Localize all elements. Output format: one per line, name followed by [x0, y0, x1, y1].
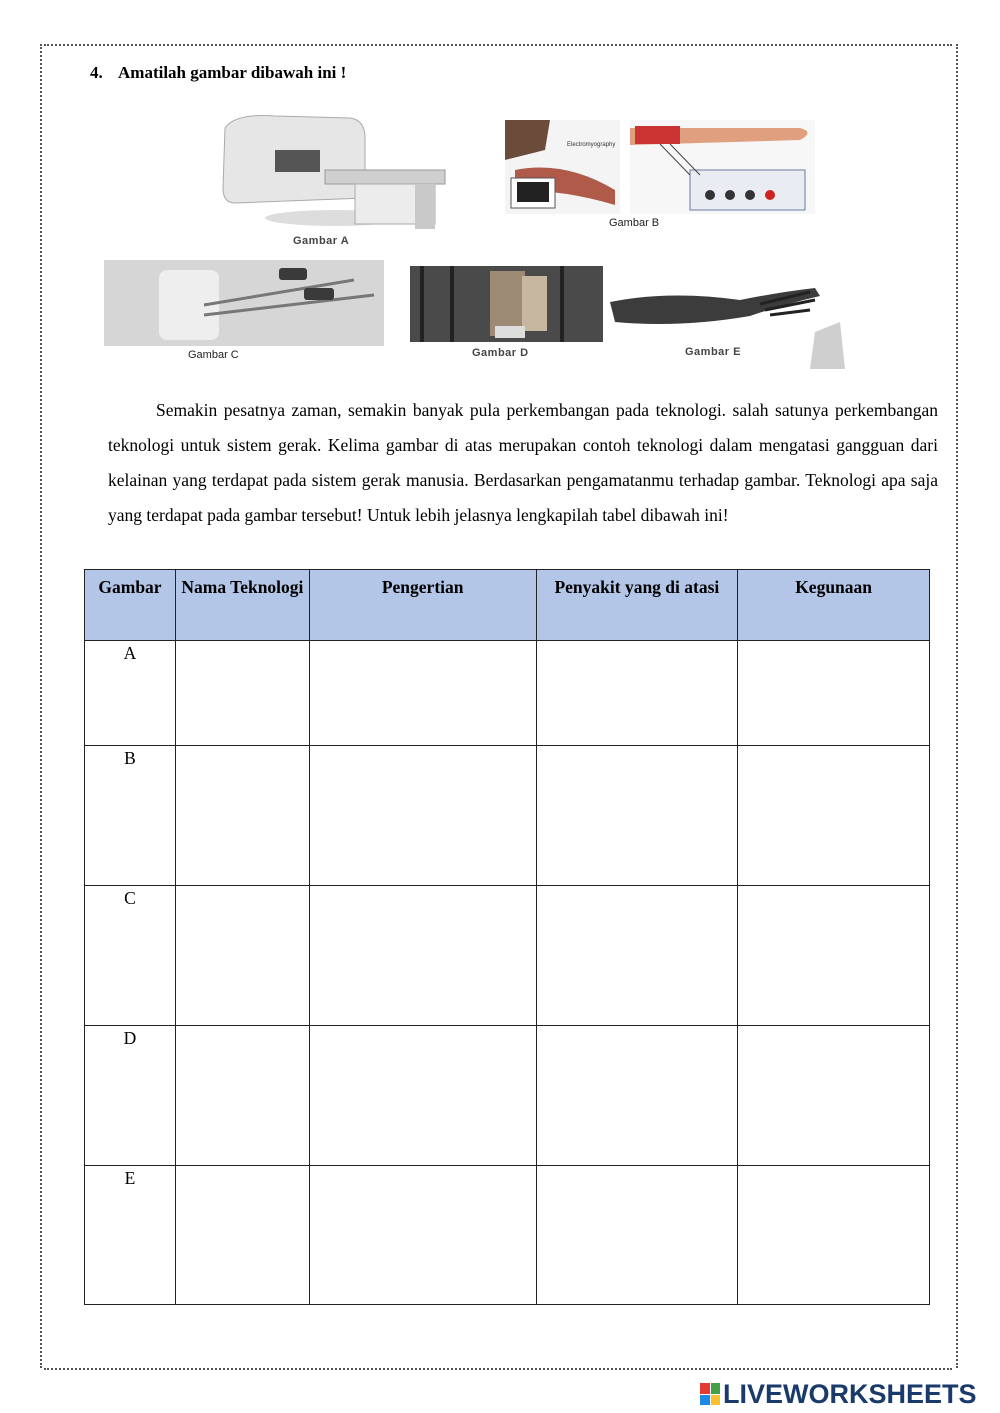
table-header-row: [85, 570, 930, 641]
image-b-electromyography-1: [505, 120, 620, 214]
image-c-spine-instruments: [104, 260, 384, 346]
row-label: E: [85, 1166, 176, 1305]
table-row: [85, 1166, 930, 1305]
answer-cell-nama[interactable]: [175, 1026, 309, 1166]
answer-cell-kegunaan[interactable]: [738, 641, 930, 746]
answer-cell-pengertian[interactable]: [309, 1166, 536, 1305]
answer-cell-kegunaan[interactable]: [738, 886, 930, 1026]
answer-table: [84, 569, 930, 1305]
answer-cell-kegunaan[interactable]: [738, 1166, 930, 1305]
question-text: Amatilah gambar dibawah ini !: [118, 63, 347, 82]
answer-cell-penyakit[interactable]: [536, 886, 738, 1026]
paragraph-text: Semakin pesatnya zaman, semakin banyak pula perkembangan pada teknologi. salah satunya perkembangan teknologi untuk sistem gerak. Kelima gambar di atas merupakan contoh teknologi dalam mengatasi gangguan dari kelainan yang terdapat pada sistem gerak manusia. Berdasarkan pengamatanmu terhadap gambar. Teknologi apa saja yang terdapat pada gambar tersebut! Untuk lebih jelasnya lengkapilah tabel dibawah ini!: [108, 400, 938, 525]
header-pengertian: Pengertian: [309, 570, 536, 641]
image-d-exoskeleton: [410, 266, 603, 342]
question-number: 4.: [90, 63, 103, 82]
answer-cell-nama[interactable]: [175, 641, 309, 746]
dotted-border-right: [956, 44, 958, 1368]
header-kegunaan: Kegunaan: [738, 570, 930, 641]
table-row: [85, 641, 930, 746]
logo-text: LIVEWORKSHEETS: [723, 1378, 977, 1409]
instruction-paragraph: [108, 393, 938, 533]
answer-cell-penyakit[interactable]: [536, 1166, 738, 1305]
answer-cell-pengertian[interactable]: [309, 746, 536, 886]
header-nama-teknologi: Nama Teknologi: [175, 570, 309, 641]
table-row: [85, 1026, 930, 1166]
row-label: A: [85, 641, 176, 746]
answer-cell-pengertian[interactable]: [309, 641, 536, 746]
answer-cell-nama[interactable]: [175, 746, 309, 886]
image-b-electromyography-2: [630, 120, 815, 214]
caption-gambar-a: Gambar A: [293, 235, 350, 247]
logo-mark-icon: [700, 1383, 720, 1405]
table-row: [85, 746, 930, 886]
header-gambar: Gambar: [85, 570, 176, 641]
liveworksheets-logo[interactable]: [700, 1378, 977, 1410]
question-title: [90, 63, 346, 83]
svg-text:Electromyography: Electromyography: [567, 142, 616, 148]
answer-cell-penyakit[interactable]: [536, 1026, 738, 1166]
dotted-border-left: [40, 44, 42, 1368]
row-label: C: [85, 886, 176, 1026]
caption-gambar-b: Gambar B: [609, 217, 660, 229]
row-label: B: [85, 746, 176, 886]
answer-cell-kegunaan[interactable]: [738, 746, 930, 886]
row-label: D: [85, 1026, 176, 1166]
answer-cell-nama[interactable]: [175, 1166, 309, 1305]
caption-gambar-e: Gambar E: [685, 346, 741, 358]
dotted-border-top: [44, 44, 952, 46]
header-penyakit: Penyakit yang di atasi: [536, 570, 738, 641]
answer-cell-nama[interactable]: [175, 886, 309, 1026]
caption-gambar-d: Gambar D: [472, 347, 529, 359]
answer-cell-kegunaan[interactable]: [738, 1026, 930, 1166]
table-row: [85, 886, 930, 1026]
image-a-radiotherapy-machine: [215, 108, 455, 236]
answer-cell-pengertian[interactable]: [309, 1026, 536, 1166]
answer-cell-penyakit[interactable]: [536, 641, 738, 746]
answer-cell-pengertian[interactable]: [309, 886, 536, 1026]
dotted-border-bottom: [44, 1368, 952, 1370]
answer-cell-penyakit[interactable]: [536, 746, 738, 886]
caption-gambar-c: Gambar C: [188, 349, 239, 361]
